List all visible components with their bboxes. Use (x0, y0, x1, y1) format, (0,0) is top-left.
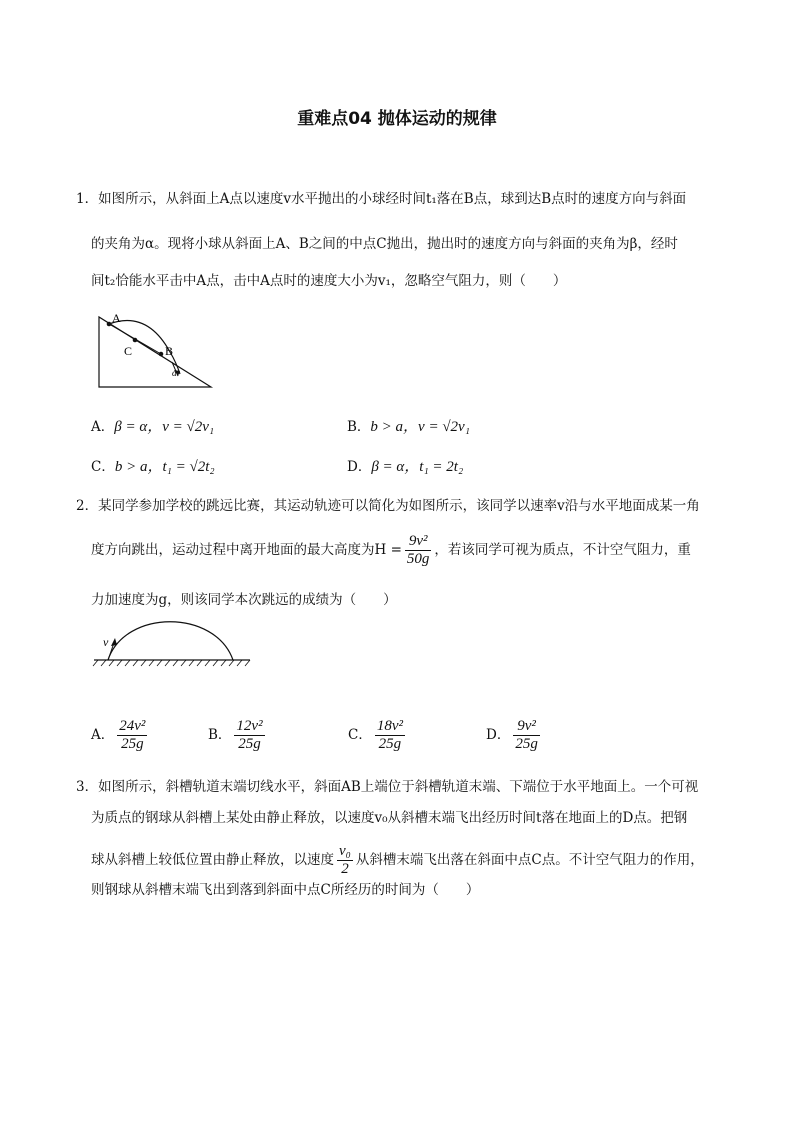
q1-option-a-math: β = α，v = √2v₁ (114, 419, 215, 435)
q1-option-c-math: b > a，t₁ = √2t₂ (114, 459, 215, 475)
q3-line-2: 为质点的钢球从斜槽上某处由静止释放，以速度v₀从斜槽末端飞出经历时间t落在地面上的D点。把钢 (91, 810, 688, 826)
q1-option-d (347, 457, 463, 477)
q2-option-c (348, 718, 408, 753)
q3-line-4: 则钢球从斜槽末端飞出到落到斜面中点C所经历的时间为（ ） (91, 882, 480, 898)
q1-option-c (91, 457, 215, 477)
q2-option-d-denominator: 25g (515, 736, 538, 752)
q3-speed-denominator: 2 (341, 861, 349, 877)
page-title: 重难点04 抛体运动的规律 (297, 109, 497, 129)
q2-option-d (486, 718, 543, 753)
q2-option-b-fraction (234, 718, 264, 753)
q2-option-b-numerator: 12v² (236, 718, 263, 734)
q1-option-a-label: A． (91, 419, 115, 435)
q2-option-a-label: A． (91, 727, 115, 743)
q2-line-1: 2．某同学参加学校的跳远比赛，其运动轨迹可以简化为如图所示，该同学以速率v沿与水平地面成某一角 (76, 498, 700, 514)
q2-line-2-end: ，若该同学可视为质点，不计空气阻力，重 (434, 542, 691, 558)
q2-option-a-numerator: 24v² (119, 718, 146, 734)
q1-label-C: C (124, 344, 133, 358)
q2-option-a (91, 718, 150, 753)
q3-line-1: 3．如图所示，斜槽轨道末端切线水平，斜面AB上端位于斜槽轨道末端、下端位于水平地面上。一个可视 (76, 779, 699, 795)
q3-line-3-end: 从斜槽末端飞出落在斜面中点C点。不计空气阻力的作用， (355, 852, 704, 868)
q2-line-3: 力加速度为g，则该同学本次跳远的成绩为（ ） (91, 592, 397, 608)
q2-option-b (208, 718, 268, 753)
q2-trajectory-figure (90, 617, 255, 667)
q1-line-1: 1．如图所示，从斜面上A点以速度v水平抛出的小球经时间t₁落在B点，球到达B点时的速度方向与斜面 (76, 191, 687, 207)
q1-label-alpha: α (172, 368, 177, 378)
q1-option-d-label: D． (347, 459, 372, 475)
q2-option-c-fraction (375, 718, 405, 753)
q1-incline-figure (92, 312, 217, 392)
q2-label-v: v (103, 635, 109, 649)
q1-option-b-math: b > a，v = √2v₁ (370, 419, 470, 435)
q2-option-b-denominator: 25g (238, 736, 261, 752)
q2-option-a-denominator: 25g (121, 736, 144, 752)
q2-height-fraction (405, 533, 432, 568)
q2-option-c-denominator: 25g (378, 736, 402, 752)
q2-height-numerator: 9v² (405, 533, 432, 551)
q2-option-b-label: B． (208, 727, 232, 743)
q1-line-2: 的夹角为α。现将小球从斜面上A、B之间的中点C抛出，抛出时的速度方向与斜面的夹角为β，经时 (91, 236, 678, 252)
q2-option-d-numerator: 9v² (513, 718, 540, 736)
q2-option-c-label: C． (348, 727, 372, 743)
q1-option-b (347, 417, 470, 437)
q3-line-3 (91, 843, 704, 878)
q1-option-c-label: C． (91, 459, 115, 475)
q1-label-A: A (112, 312, 121, 325)
q2-option-a-fraction (117, 718, 147, 753)
q1-option-b-label: B． (347, 419, 371, 435)
q1-label-B: B (165, 344, 174, 358)
q3-speed-fraction (337, 843, 353, 878)
q1-line-3: 间t₂恰能水平击中A点，击中A点时的速度大小为v₁，忽略空气阻力，则（ ） (91, 273, 567, 289)
q3-line-3-start: 球从斜槽上较低位置由静止释放，以速度 (91, 852, 334, 868)
q2-line-2-start: 度方向跳出，运动过程中离开地面的最大高度为H = (91, 542, 402, 558)
q2-line-2 (91, 533, 691, 568)
q2-option-d-label: D． (486, 727, 511, 743)
q1-option-d-math: β = α，t₁ = 2t₂ (371, 459, 464, 475)
q1-option-a (91, 417, 214, 437)
q3-speed-numerator: v₀ (339, 843, 351, 859)
q2-height-denominator: 50g (406, 551, 430, 567)
q2-option-d-fraction (513, 718, 540, 753)
q2-option-c-numerator: 18v² (376, 718, 403, 734)
